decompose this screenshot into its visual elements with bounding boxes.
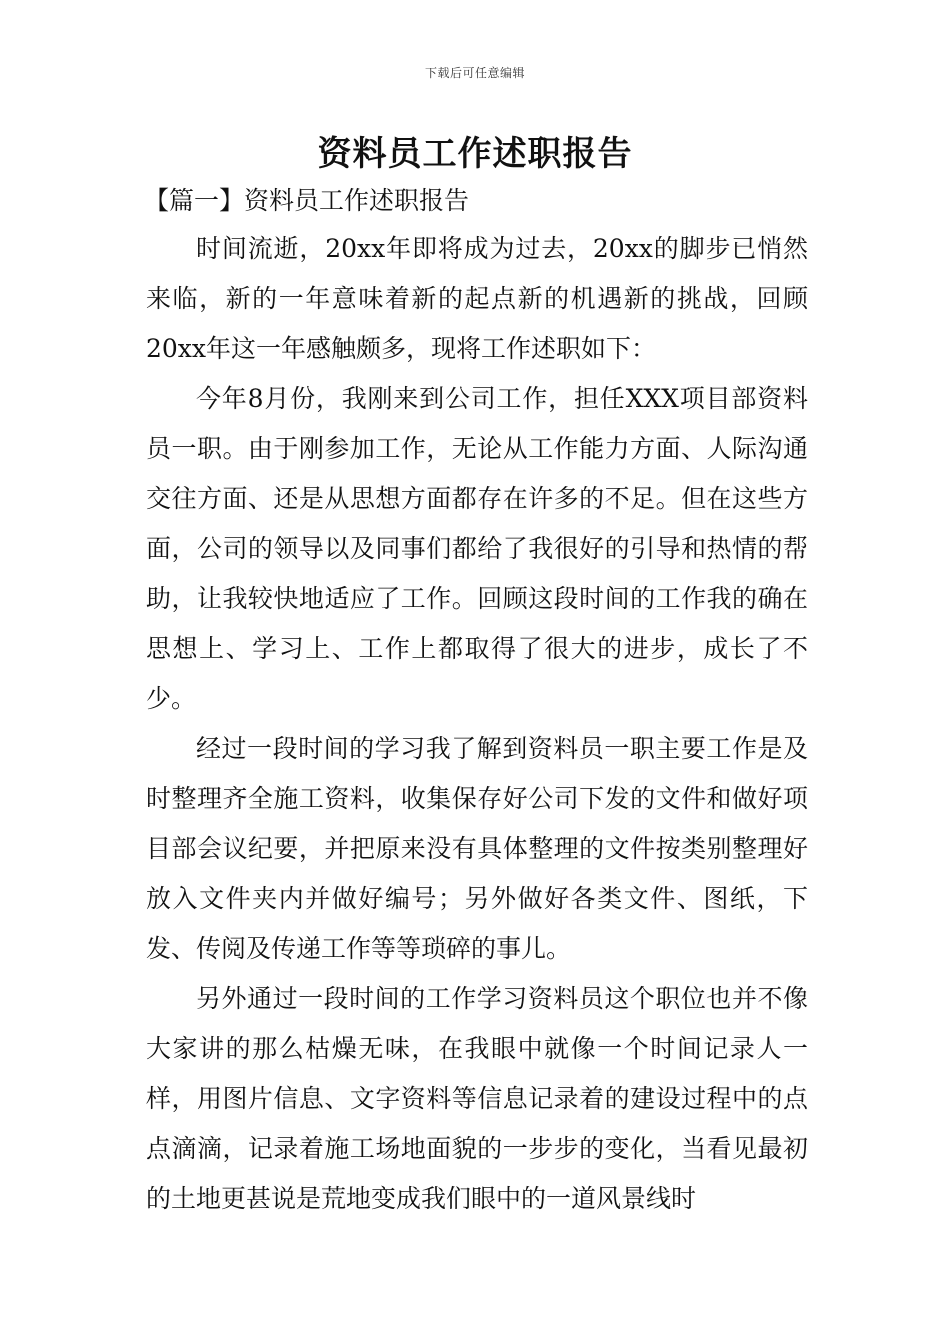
- header-note: 下载后可任意编辑: [424, 66, 525, 80]
- paragraph-1: 时间流逝，20xx年即将成为过去，20xx的脚步已悄然来临，新的一年意味着新的起点新的机遇新的挑战，回顾20xx年这一年感触颇多，现将工作述职如下：: [146, 234, 808, 363]
- document-body: [146, 178, 808, 1224]
- paragraph-4: 另外通过一段时间的工作学习资料员这个职位也并不像大家讲的那么枯燥无味，在我眼中就像一个时间记录人一样，用图片信息、文字资料等信息记录着的建设过程中的点点滴滴，记录着施工场地面貌的一步步的变化，当看见最初的土地更甚说是荒地变成我们眼中的一道风景线时: [146, 984, 808, 1213]
- paragraph-3: 经过一段时间的学习我了解到资料员一职主要工作是及时整理齐全施工资料，收集保存好公司下发的文件和做好项目部会议纪要，并把原来没有具体整理的文件按类别整理好放入文件夹内并做好编号；另外做好各类文件、图纸，下发、传阅及传递工作等等琐碎的事儿。: [146, 734, 808, 963]
- paragraph-2: 今年8月份，我刚来到公司工作，担任XXX项目部资料员一职。由于刚参加工作，无论从工作能力方面、人际沟通交往方面、还是从思想方面都存在许多的不足。但在这些方面，公司的领导以及同事们都给了我很好的引导和热情的帮助，让我较快地适应了工作。回顾这段时间的工作我的确在思想上、学习上、工作上都取得了很大的进步，成长了不少。: [146, 384, 808, 713]
- document-title: 资料员工作述职报告: [317, 134, 633, 174]
- section-heading: 【篇一】资料员工作述职报告: [144, 186, 470, 215]
